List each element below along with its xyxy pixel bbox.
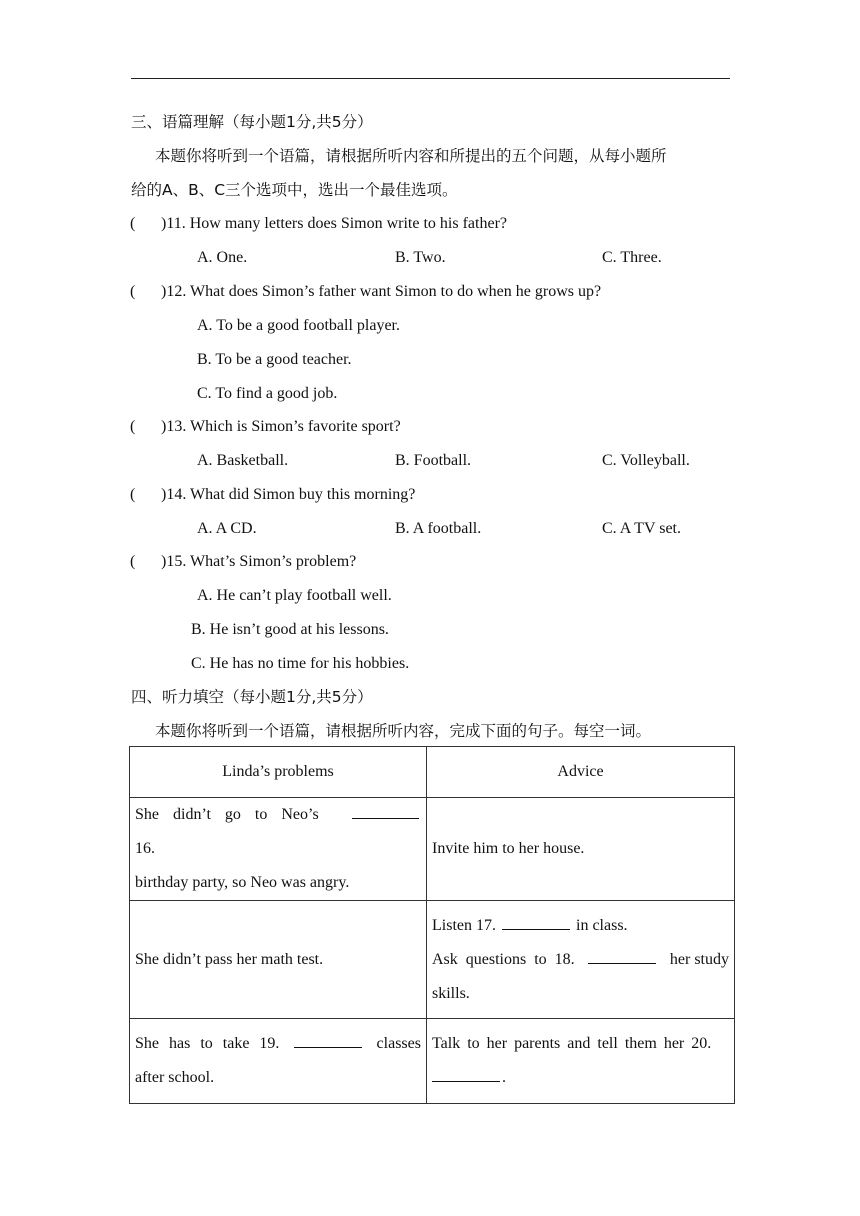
q11-option-a: A. One.	[197, 249, 248, 266]
answer-paren-12[interactable]: (	[130, 283, 136, 300]
question-13: )13. Which is Simon’s favorite sport?	[161, 418, 401, 435]
problem-cell-3	[130, 1019, 427, 1104]
problem-3-text-a: She has to take 19.	[135, 1035, 280, 1052]
q14-option-b: B. A football.	[395, 520, 482, 537]
problem-3-text-b: classes	[376, 1035, 421, 1052]
blank-16[interactable]	[352, 804, 419, 819]
answer-paren-11[interactable]: (	[130, 215, 136, 232]
q12-option-a: A. To be a good football player.	[197, 317, 400, 334]
section3-instruction-line1: 本题你将听到一个语篇，请根据所听内容和所提出的五个问题，从每小题所	[155, 147, 667, 165]
section3-instruction-line2: 给的A、B、C三个选项中，选出一个最佳选项。	[131, 181, 458, 199]
blank-18[interactable]	[588, 949, 656, 964]
q14-option-c: C. A TV set.	[602, 520, 681, 537]
header-problems: Linda’s problems	[130, 747, 427, 798]
q15-option-b: B. He isn’t good at his lessons.	[191, 621, 389, 638]
answer-paren-15[interactable]: (	[130, 553, 136, 570]
problem-cell-1	[130, 798, 427, 901]
advice-2-line2-a: Ask questions to 18.	[432, 950, 575, 968]
advice-2-line3: skills.	[432, 984, 470, 1002]
question-11: )11. How many letters does Simon write to his father?	[161, 215, 507, 232]
problem-1-text-b: birthday party, so Neo was angry.	[135, 874, 350, 891]
header-advice: Advice	[427, 747, 735, 798]
problem-3-text-c: after school.	[135, 1069, 215, 1086]
table-header-row	[130, 747, 735, 798]
advice-3-text-b: .	[502, 1069, 506, 1086]
advice-cell-3	[427, 1019, 735, 1104]
q13-option-a: A. Basketball.	[197, 452, 289, 469]
q13-option-c: C. Volleyball.	[602, 452, 690, 469]
advice-3-text-a: Talk to her parents and tell them her 20.	[432, 1035, 712, 1052]
q11-option-c: C. Three.	[602, 249, 662, 266]
header-rule	[131, 78, 730, 79]
q13-option-b: B. Football.	[395, 452, 472, 469]
table-row	[130, 1019, 735, 1104]
advice-cell-2	[427, 901, 735, 1019]
advice-2-line2-b: her study	[669, 950, 729, 968]
q15-option-a: A. He can’t play football well.	[197, 587, 392, 604]
question-14: )14. What did Simon buy this morning?	[161, 486, 416, 503]
problems-advice-table	[129, 746, 735, 1104]
advice-2-line1-a: Listen 17.	[432, 916, 496, 934]
section4-instruction: 本题你将听到一个语篇，请根据所听内容，完成下面的句子。每空一词。	[155, 722, 652, 740]
q15-option-c: C. He has no time for his hobbies.	[191, 655, 410, 672]
q12-option-b: B. To be a good teacher.	[197, 351, 352, 368]
section3-heading: 三、语篇理解（每小题1分,共5分）	[131, 113, 373, 131]
blank-19[interactable]	[294, 1033, 362, 1048]
advice-cell-1: Invite him to her house.	[427, 798, 735, 901]
question-12: )12. What does Simon’s father want Simon to do when he grows up?	[161, 283, 602, 300]
blank-17[interactable]	[502, 915, 570, 930]
q11-option-b: B. Two.	[395, 249, 446, 266]
table-row	[130, 798, 735, 901]
problem-cell-2: She didn’t pass her math test.	[130, 901, 427, 1019]
q14-option-a: A. A CD.	[197, 520, 257, 537]
problem-1-text-a: She didn’t go to Neo’s 16.	[135, 806, 319, 857]
advice-2-line1-b: in class.	[576, 916, 628, 934]
answer-paren-14[interactable]: (	[130, 486, 136, 503]
q12-option-c: C. To find a good job.	[197, 385, 338, 402]
table-row	[130, 901, 735, 1019]
blank-20[interactable]	[432, 1067, 500, 1082]
section4-heading: 四、听力填空（每小题1分,共5分）	[131, 688, 373, 706]
question-15: )15. What’s Simon’s problem?	[161, 553, 357, 570]
answer-paren-13[interactable]: (	[130, 418, 136, 435]
